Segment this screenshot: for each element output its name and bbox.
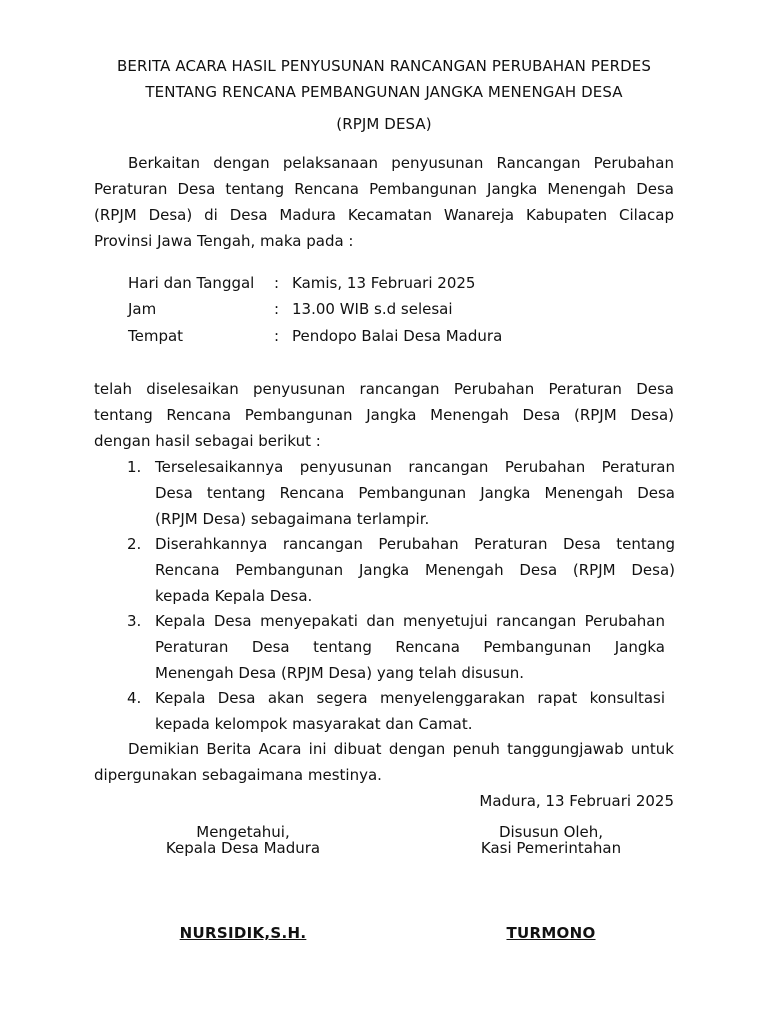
sign-left-title: Kepala Desa Madura (165, 839, 321, 857)
list-line: Menengah Desa (RPJM Desa) yang telah disusun. (155, 664, 525, 682)
list-number: 2. (127, 535, 142, 553)
list-line: (RPJM Desa) sebagaimana terlampir. (155, 510, 430, 528)
detail-colon: : (274, 300, 280, 318)
detail-label: Tempat (128, 327, 184, 345)
intro-paragraph (94, 150, 674, 254)
detail-value: 13.00 WIB s.d selesai (292, 300, 453, 318)
sign-right-role: Disusun Oleh, (498, 823, 604, 841)
intro-line: Berkaitan dengan pelaksanaan penyusunan Rancangan Perubahan (128, 154, 674, 172)
list-line: kepada Kepala Desa. (155, 587, 313, 605)
closing-line: Demikian Berita Acara ini dibuat dengan penuh tanggungjawab untuk (128, 740, 674, 758)
intro-line: (RPJM Desa) di Desa Madura Kecamatan Wanareja Kabupaten Cilacap (94, 206, 674, 224)
list-line: Peraturan Desa tentang Rencana Pembangunan Jangka (155, 638, 665, 656)
result-paragraph (94, 376, 674, 454)
place-date: Madura, 13 Februari 2025 (479, 792, 674, 810)
list-line: Kepala Desa akan segera menyelenggarakan rapat konsultasi (155, 689, 665, 707)
list-item (127, 685, 675, 737)
detail-label: Jam (128, 300, 157, 318)
intro-line: Provinsi Jawa Tengah, maka pada : (94, 232, 354, 250)
detail-colon: : (274, 327, 280, 345)
closing-paragraph (94, 736, 674, 788)
sign-left-role: Mengetahui, (196, 823, 290, 841)
result-line: tentang Rencana Pembangunan Jangka Menengah Desa (RPJM Desa) (94, 406, 674, 424)
result-line: telah diselesaikan penyusunan rancangan Perubahan Peraturan Desa (94, 380, 674, 398)
detail-value: Pendopo Balai Desa Madura (292, 327, 503, 345)
list-item (127, 531, 675, 609)
list-item (127, 608, 675, 686)
sign-left-name: NURSIDIK,S.H. (179, 924, 307, 942)
detail-colon: : (274, 274, 280, 292)
list-number: 4. (127, 689, 142, 707)
list-line: Desa tentang Rencana Pembangunan Jangka Menengah Desa (155, 484, 675, 502)
list-item (127, 454, 675, 532)
list-line: Rencana Pembangunan Jangka Menengah Desa (RPJM Desa) (155, 561, 675, 579)
list-line: Kepala Desa menyepakati dan menyetujui rancangan Perubahan (155, 612, 665, 630)
list-line: kepada kelompok masyarakat dan Camat. (155, 715, 473, 733)
sign-right-title: Kasi Pemerintahan (480, 839, 622, 857)
detail-label: Hari dan Tanggal (128, 274, 255, 292)
list-line: Terselesaikannya penyusunan rancangan Perubahan Peraturan (155, 458, 675, 476)
intro-line: Peraturan Desa tentang Rencana Pembangunan Jangka Menengah Desa (94, 180, 674, 198)
result-line: dengan hasil sebagai berikut : (94, 432, 321, 450)
list-line: Diserahkannya rancangan Perubahan Peraturan Desa tentang (155, 535, 675, 553)
document-title-line-2: TENTANG RENCANA PEMBANGUNAN JANGKA MENENGAH DESA (145, 83, 623, 101)
closing-line: dipergunakan sebagaimana mestinya. (94, 766, 382, 784)
list-number: 1. (127, 458, 142, 476)
document-title-line-1: BERITA ACARA HASIL PENYUSUNAN RANCANGAN PERUBAHAN PERDES (117, 57, 651, 75)
detail-value: Kamis, 13 Februari 2025 (292, 274, 476, 292)
document-title-line-3: (RPJM DESA) (336, 115, 432, 133)
list-number: 3. (127, 612, 142, 630)
sign-right-name: TURMONO (506, 924, 596, 942)
